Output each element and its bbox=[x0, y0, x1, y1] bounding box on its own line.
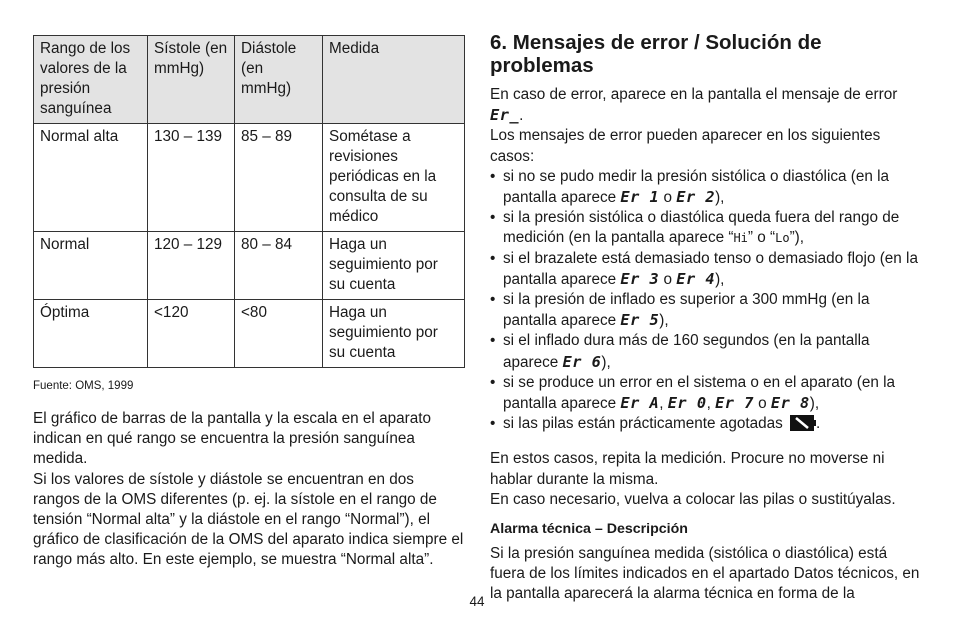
bullet: • bbox=[490, 167, 496, 185]
cause-text: ”), bbox=[789, 229, 805, 247]
header-systole: Sístole (en mmHg) bbox=[148, 36, 235, 124]
list-item bbox=[490, 167, 922, 208]
error-code: Er 6 bbox=[562, 352, 602, 371]
bullet: • bbox=[490, 415, 496, 433]
table-row bbox=[34, 300, 465, 368]
table-cell: Haga un seguimiento por su cuenta bbox=[323, 232, 465, 300]
cause-text: si el brazalete está demasiado tenso o demasiado flojo (en la pantalla aparece bbox=[503, 249, 918, 288]
bullet: • bbox=[490, 373, 496, 391]
table-source: Fuente: OMS, 1999 bbox=[33, 380, 134, 392]
subheading: Alarma técnica – Descripción bbox=[490, 521, 688, 538]
paragraph: En caso necesario, vuelva a colocar las pilas o sustitúyalas. bbox=[490, 490, 896, 508]
causes-intro bbox=[490, 126, 922, 166]
table-cell: 80 – 84 bbox=[235, 232, 323, 300]
table-cell: Normal bbox=[34, 232, 148, 300]
table-cell: 85 – 89 bbox=[235, 124, 323, 232]
cause-text: o bbox=[659, 270, 677, 288]
list-item bbox=[490, 208, 922, 248]
paragraph: El gráfico de barras de la pantalla y la escala en el aparato indican en qué rango se encuentra la presión sanguínea medida. bbox=[33, 410, 431, 468]
error-code: Er 4 bbox=[676, 269, 716, 288]
causes-intro-text: Los mensajes de error pueden aparecer en los siguientes casos: bbox=[490, 127, 881, 165]
list-item bbox=[490, 414, 922, 434]
bullet: • bbox=[490, 249, 496, 267]
paragraph: Si la presión sanguínea medida (sistólica o diastólica) está fuera de los límites indicados en el apartado Datos técnicos, en la pantalla aparecerá la alarma técnica en forma de la bbox=[490, 545, 920, 603]
paragraph: Si los valores de sístole y diástole se encuentran en dos rangos de la OMS diferentes (p. ej. la sístole en el rango de tensión “Normal alta” y la diástole en el rango “Normal”), el gráfico de clasificación de la OMS del aparato indica siempre el rango más alto. En este ejemplo, se muestra “Normal alta”. bbox=[33, 470, 464, 569]
cause-text: si no se pudo medir la presión sistólica o diastólica (en la pantalla aparece bbox=[503, 167, 890, 207]
paragraph: En estos casos, repita la medición. Procure no moverse ni hablar durante la misma. bbox=[490, 450, 885, 488]
left-body-text bbox=[33, 409, 464, 571]
cause-text: si el inflado dura más de 160 segundos (en la pantalla aparece bbox=[503, 332, 870, 371]
cause-text: ), bbox=[809, 395, 820, 413]
error-causes-list bbox=[490, 167, 922, 435]
intro-end: . bbox=[519, 107, 524, 125]
error-code: Er_ bbox=[490, 106, 520, 125]
table-cell: <120 bbox=[148, 300, 235, 368]
low-battery-icon bbox=[790, 415, 816, 431]
header-measure: Medida bbox=[323, 36, 465, 124]
error-code: Er 7 bbox=[715, 394, 754, 413]
error-code: Er 5 bbox=[620, 311, 660, 330]
table-cell: Haga un seguimiento por su cuenta bbox=[323, 300, 465, 368]
table-cell: Normal alta bbox=[34, 124, 148, 232]
error-code: Er 3 bbox=[620, 269, 660, 288]
table-header-row bbox=[34, 36, 465, 124]
cause-text: o bbox=[753, 395, 771, 413]
error-code: Er 8 bbox=[770, 394, 810, 413]
bullet: • bbox=[490, 209, 496, 227]
table-cell: Sométase a revisiones periódicas en la consulta de su médico bbox=[323, 124, 465, 232]
list-item bbox=[490, 249, 922, 290]
error-code: Er A bbox=[620, 394, 660, 413]
error-code: Er 1 bbox=[620, 188, 660, 207]
cause-text: , bbox=[659, 395, 668, 413]
header-range: Rango de los valores de la presión sanguínea bbox=[34, 36, 148, 124]
right-column bbox=[490, 31, 922, 605]
bullet: • bbox=[490, 291, 496, 309]
cause-text: si la presión sistólica o diastólica queda fuera del rango de medición (en la pantalla aparece “ bbox=[503, 209, 900, 247]
header-diastole: Diástole (en mmHg) bbox=[235, 36, 323, 124]
cause-text: ), bbox=[715, 270, 725, 288]
error-code: Lo bbox=[775, 231, 790, 246]
error-code: Hi bbox=[733, 231, 748, 246]
table-cell: <80 bbox=[235, 300, 323, 368]
error-code: Er 0 bbox=[667, 394, 707, 413]
list-item bbox=[490, 290, 922, 331]
cause-text: si las pilas están prácticamente agotadas bbox=[503, 415, 783, 433]
cause-text: si se produce un error en el sistema o en el aparato (en la pantalla aparece bbox=[503, 373, 895, 413]
cause-text: ), bbox=[601, 353, 611, 371]
list-item bbox=[490, 331, 922, 372]
table-row bbox=[34, 124, 465, 232]
table-cell: 120 – 129 bbox=[148, 232, 235, 300]
table-row bbox=[34, 232, 465, 300]
cause-text: ” o “ bbox=[747, 229, 776, 247]
cause-text: ), bbox=[659, 312, 669, 330]
error-code: Er 2 bbox=[676, 188, 716, 207]
cause-text: ), bbox=[715, 189, 725, 207]
table-cell: 130 – 139 bbox=[148, 124, 235, 232]
list-item bbox=[490, 373, 922, 414]
cause-text: si la presión de inflado es superior a 300 mmHg (en la pantalla aparece bbox=[503, 291, 870, 330]
table-cell: Óptima bbox=[34, 300, 148, 368]
cause-end: . bbox=[816, 415, 821, 433]
who-classification-table bbox=[33, 35, 465, 368]
intro-paragraph bbox=[490, 85, 922, 126]
left-column bbox=[33, 35, 464, 571]
cause-text: , bbox=[706, 395, 716, 413]
intro-text: En caso de error, aparece en la pantalla el mensaje de error bbox=[490, 86, 898, 103]
cause-text: o bbox=[659, 189, 677, 207]
bullet: • bbox=[490, 332, 496, 350]
page-number: 44 bbox=[469, 594, 485, 609]
section-heading: 6. Mensajes de error / Solución de problemas bbox=[490, 31, 822, 77]
